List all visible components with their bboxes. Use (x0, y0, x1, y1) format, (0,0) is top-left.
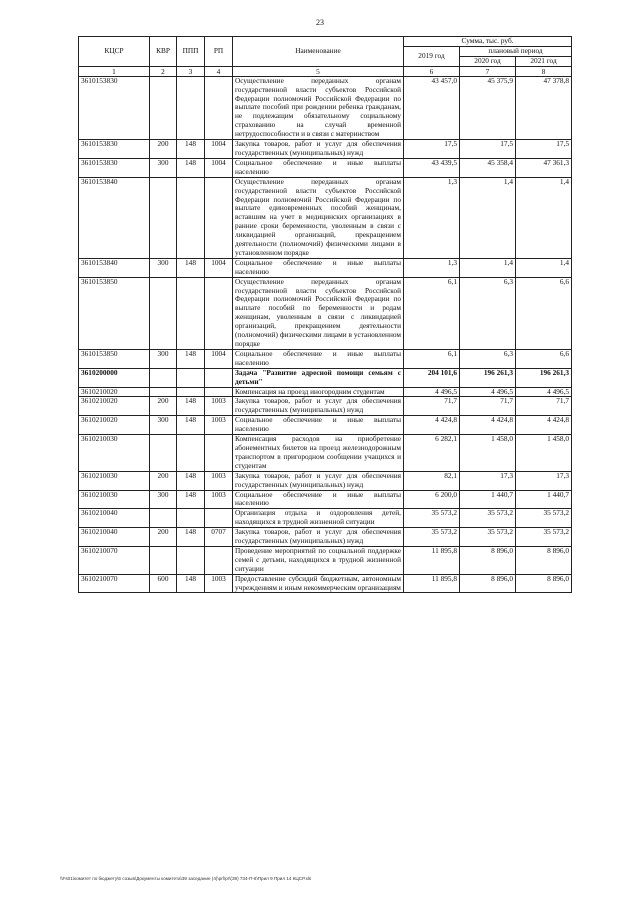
cell-2020: 35 573,2 (460, 509, 516, 528)
table-row (79, 546, 572, 574)
cell-rp (205, 509, 233, 528)
cell-kvr (150, 387, 177, 397)
header-2020: 2020 год (460, 56, 516, 66)
table-row (79, 277, 572, 349)
cell-2019: 82,1 (404, 471, 460, 490)
cell-kvr: 200 (150, 397, 177, 416)
cell-2021: 35 573,2 (516, 509, 572, 528)
col-index: 1 (79, 66, 150, 76)
cell-rp: 1003 (205, 471, 233, 490)
cell-2020: 1 458,0 (460, 435, 516, 472)
column-index-row (79, 66, 572, 76)
cell-2019: 11 895,8 (404, 546, 460, 574)
cell-kcsr: 3610153830 (79, 76, 150, 139)
cell-rp: 1004 (205, 258, 233, 277)
cell-rp: 1004 (205, 349, 233, 368)
cell-kcsr: 3610200000 (79, 368, 150, 387)
cell-name: Задача "Развитие адресной помощи семьям с детьми" (233, 368, 404, 387)
cell-kcsr: 3610153830 (79, 158, 150, 177)
cell-rp (205, 387, 233, 397)
cell-2020: 4 496,5 (460, 387, 516, 397)
cell-rp: 1004 (205, 140, 233, 159)
cell-rp: 1003 (205, 416, 233, 435)
col-index: 7 (460, 66, 516, 76)
cell-2021: 1 440,7 (516, 490, 572, 509)
cell-name: Социальное обеспечение и иные выплаты населению (233, 490, 404, 509)
cell-rp (205, 546, 233, 574)
table-row (79, 574, 572, 593)
cell-2021: 1,4 (516, 177, 572, 258)
table-row (79, 76, 572, 139)
table-row (79, 177, 572, 258)
cell-kvr (150, 368, 177, 387)
cell-2020: 1,4 (460, 258, 516, 277)
cell-name: Закупка товаров, работ и услуг для обеспечения государственных (муниципальных) нужд (233, 528, 404, 547)
cell-2019: 43 457,0 (404, 76, 460, 139)
cell-2019: 17,5 (404, 140, 460, 159)
header-sum: Сумма, тыс. руб. (404, 37, 572, 47)
cell-kcsr: 3610210030 (79, 490, 150, 509)
cell-kvr (150, 277, 177, 349)
cell-kcsr: 3610210020 (79, 387, 150, 397)
cell-name: Компенсация на проезд иногородним студентам (233, 387, 404, 397)
cell-2020: 6,3 (460, 349, 516, 368)
cell-ppp (177, 277, 205, 349)
cell-2020: 35 573,2 (460, 528, 516, 547)
cell-name: Организация отдыха и оздоровления детей, находящихся в трудной жизненной ситуации (233, 509, 404, 528)
col-index: 5 (233, 66, 404, 76)
cell-2021: 4 424,8 (516, 416, 572, 435)
cell-kcsr: 3610210020 (79, 397, 150, 416)
cell-kcsr: 3610153850 (79, 349, 150, 368)
table-row (79, 435, 572, 472)
col-index: 4 (205, 66, 233, 76)
cell-rp (205, 177, 233, 258)
cell-ppp: 148 (177, 528, 205, 547)
cell-rp (205, 76, 233, 139)
cell-2019: 4 424,8 (404, 416, 460, 435)
cell-rp (205, 277, 233, 349)
cell-kcsr: 3610210020 (79, 416, 150, 435)
cell-ppp: 148 (177, 416, 205, 435)
cell-2019: 1,3 (404, 258, 460, 277)
table-row (79, 158, 572, 177)
cell-2019: 35 573,2 (404, 528, 460, 547)
cell-2021: 6,6 (516, 349, 572, 368)
table-row (79, 349, 572, 368)
cell-rp: 0707 (205, 528, 233, 547)
table-row (79, 490, 572, 509)
cell-kcsr: 3610210040 (79, 528, 150, 547)
cell-name: Осуществление переданных органам государственной власти субъектов Российской Федерации полномочий Российской Федерации по выплате единовременных пособий женщинам, вставшим на учет в медицинских организациях в ранние сроки беременности, уволенным в связи с ликвидацией организаций, прекращением деятельности (полномочий) физическими лицами в установленном порядке (233, 177, 404, 258)
cell-2020: 17,5 (460, 140, 516, 159)
cell-name: Закупка товаров, работ и услуг для обеспечения государственных (муниципальных) нужд (233, 397, 404, 416)
cell-2021: 1,4 (516, 258, 572, 277)
cell-kvr: 300 (150, 158, 177, 177)
cell-2019: 6 282,1 (404, 435, 460, 472)
cell-2021: 4 496,5 (516, 387, 572, 397)
cell-ppp: 148 (177, 490, 205, 509)
cell-name: Закупка товаров, работ и услуг для обеспечения государственных (муниципальных) нужд (233, 471, 404, 490)
cell-kvr (150, 76, 177, 139)
cell-name: Социальное обеспечение и иные выплаты населению (233, 416, 404, 435)
cell-name: Социальное обеспечение и иные выплаты населению (233, 158, 404, 177)
cell-kvr (150, 509, 177, 528)
cell-ppp (177, 435, 205, 472)
cell-2021: 47 361,3 (516, 158, 572, 177)
cell-name: Социальное обеспечение и иные выплаты населению (233, 258, 404, 277)
cell-kcsr: 3610153850 (79, 277, 150, 349)
cell-ppp: 148 (177, 574, 205, 593)
cell-2019: 35 573,2 (404, 509, 460, 528)
cell-ppp: 148 (177, 471, 205, 490)
cell-2021: 8 896,0 (516, 574, 572, 593)
cell-2019: 6 200,0 (404, 490, 460, 509)
cell-2021: 47 378,8 (516, 76, 572, 139)
header-rp: РП (205, 37, 233, 67)
cell-name: Проведение мероприятий по социальной поддержке семей с детьми, находящихся в трудной жизненной ситуации (233, 546, 404, 574)
cell-ppp (177, 177, 205, 258)
cell-name: Компенсация расходов на приобретение абонементных билетов на проезд железнодорожным транспортом в пригородном сообщении учащихся и студентам (233, 435, 404, 472)
cell-2021: 35 573,2 (516, 528, 572, 547)
cell-2020: 196 261,3 (460, 368, 516, 387)
header-2019: 2019 год (404, 46, 460, 66)
col-index: 6 (404, 66, 460, 76)
cell-2019: 43 439,5 (404, 158, 460, 177)
cell-kvr (150, 546, 177, 574)
cell-2021: 6,6 (516, 277, 572, 349)
cell-kvr: 200 (150, 471, 177, 490)
cell-rp: 1003 (205, 574, 233, 593)
cell-rp (205, 368, 233, 387)
cell-kvr: 200 (150, 528, 177, 547)
cell-kcsr: 3610153840 (79, 258, 150, 277)
cell-kvr: 300 (150, 490, 177, 509)
cell-kcsr: 3610210030 (79, 471, 150, 490)
cell-rp (205, 435, 233, 472)
col-index: 8 (516, 66, 572, 76)
table-row (79, 258, 572, 277)
cell-2021: 17,3 (516, 471, 572, 490)
header-2021: 2021 год (516, 56, 572, 66)
cell-kvr: 200 (150, 140, 177, 159)
cell-2020: 6,3 (460, 277, 516, 349)
col-index: 3 (177, 66, 205, 76)
cell-2020: 1,4 (460, 177, 516, 258)
cell-ppp (177, 546, 205, 574)
cell-ppp: 148 (177, 258, 205, 277)
cell-kcsr: 3610210040 (79, 509, 150, 528)
cell-2019: 6,1 (404, 349, 460, 368)
cell-2020: 45 358,4 (460, 158, 516, 177)
budget-table (78, 36, 572, 593)
cell-name: Осуществление переданных органам государственной власти субъектов Российской Федерации полномочий Российской Федерации по выплате пособий по беременности и родам женщинам, уволенным в связи с ликвидацией организаций, прекращением деятельности (полномочий) физическими лицами в установленном порядке (233, 277, 404, 349)
cell-2019: 4 496,5 (404, 387, 460, 397)
cell-rp: 1003 (205, 397, 233, 416)
table-row (79, 140, 572, 159)
header-kvr: КВР (150, 37, 177, 67)
cell-ppp: 148 (177, 397, 205, 416)
table-row (79, 397, 572, 416)
cell-name: Закупка товаров, работ и услуг для обеспечения государственных (муниципальных) нужд (233, 140, 404, 159)
file-path-footer: \\Fs01\комитет по бюджету\6 созыв\Документы комитета\39 заседание (4)\prl\pr\(39) 734-П-6\Прил 9 Прил 14 КЦСР.xls (60, 876, 312, 881)
cell-kcsr: 3610210070 (79, 546, 150, 574)
cell-2020: 8 896,0 (460, 574, 516, 593)
table-body (79, 76, 572, 593)
cell-kvr (150, 435, 177, 472)
table-row (79, 509, 572, 528)
header-kcsr: КЦСР (79, 37, 150, 67)
cell-2021: 8 896,0 (516, 546, 572, 574)
cell-2021: 71,7 (516, 397, 572, 416)
cell-name: Предоставление субсидий бюджетным, автономным учреждениям и иным некоммерческим организациям (233, 574, 404, 593)
table-row (79, 471, 572, 490)
cell-2020: 8 896,0 (460, 546, 516, 574)
cell-2020: 45 375,9 (460, 76, 516, 139)
cell-kvr: 600 (150, 574, 177, 593)
cell-name: Социальное обеспечение и иные выплаты населению (233, 349, 404, 368)
cell-kcsr: 3610210070 (79, 574, 150, 593)
cell-rp: 1003 (205, 490, 233, 509)
header-name: Наименование (233, 37, 404, 67)
cell-kvr: 300 (150, 258, 177, 277)
cell-kcsr: 3610153840 (79, 177, 150, 258)
cell-ppp: 148 (177, 349, 205, 368)
cell-kvr: 300 (150, 416, 177, 435)
header-ppp: ППП (177, 37, 205, 67)
col-index: 2 (150, 66, 177, 76)
cell-2019: 204 101,6 (404, 368, 460, 387)
cell-2019: 1,3 (404, 177, 460, 258)
cell-ppp: 148 (177, 158, 205, 177)
cell-2019: 6,1 (404, 277, 460, 349)
cell-2020: 1 440,7 (460, 490, 516, 509)
cell-ppp (177, 368, 205, 387)
table-row (79, 528, 572, 547)
page-number: 23 (316, 18, 324, 27)
cell-kvr (150, 177, 177, 258)
cell-ppp (177, 76, 205, 139)
cell-kvr: 300 (150, 349, 177, 368)
cell-rp: 1004 (205, 158, 233, 177)
table-row (79, 387, 572, 397)
cell-ppp (177, 387, 205, 397)
cell-2019: 11 895,8 (404, 574, 460, 593)
cell-kcsr: 3610210030 (79, 435, 150, 472)
cell-ppp: 148 (177, 140, 205, 159)
cell-kcsr: 3610153830 (79, 140, 150, 159)
cell-2021: 196 261,3 (516, 368, 572, 387)
table-row (79, 368, 572, 387)
cell-ppp (177, 509, 205, 528)
cell-2020: 4 424,8 (460, 416, 516, 435)
table-row (79, 416, 572, 435)
cell-name: Осуществление переданных органам государственной власти субъектов Российской Федерации полномочий Российской Федерации по выплате пособий при рождении ребенка гражданам, не подлежащим обязательному социальному страхованию на случай временной нетрудоспособности и в связи с материнством (233, 76, 404, 139)
cell-2020: 71,7 (460, 397, 516, 416)
cell-2021: 1 458,0 (516, 435, 572, 472)
cell-2019: 71,7 (404, 397, 460, 416)
cell-2021: 17,5 (516, 140, 572, 159)
cell-2020: 17,3 (460, 471, 516, 490)
header-plan-period: плановый период (460, 46, 572, 56)
